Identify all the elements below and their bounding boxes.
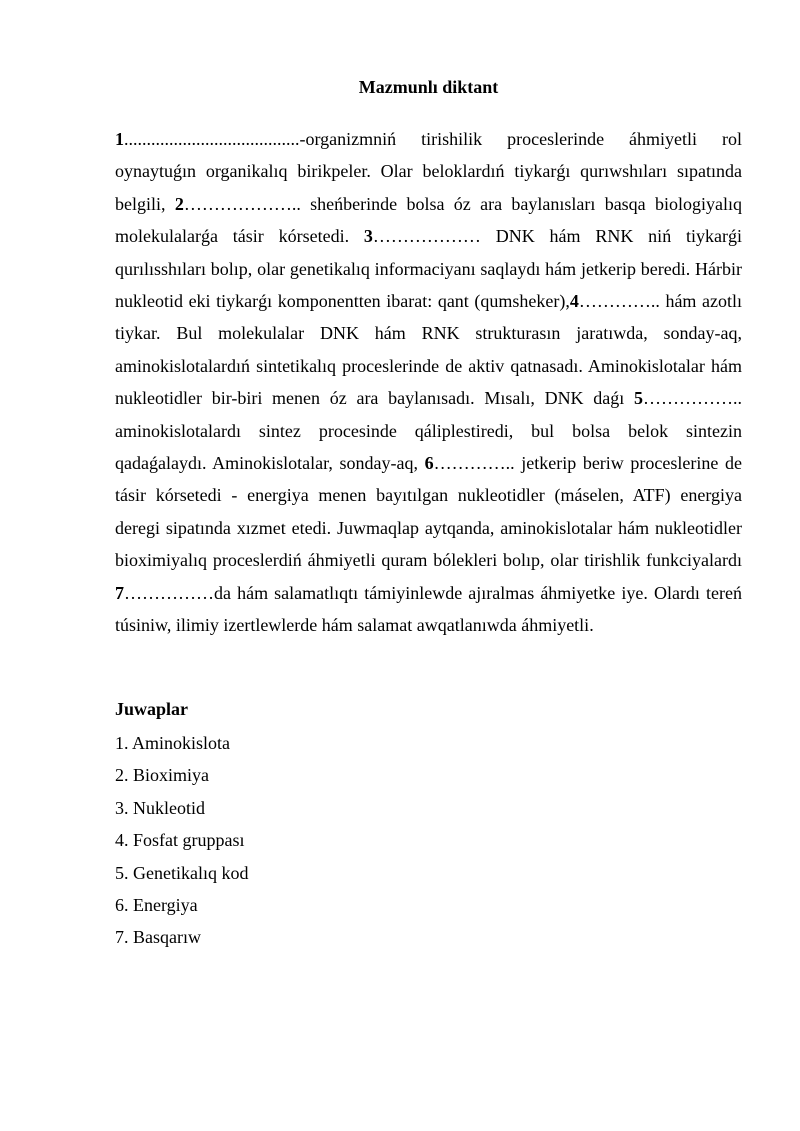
document-title: Mazmunlı diktant xyxy=(358,77,499,97)
answer-item: 2. Bioximiya xyxy=(115,765,209,786)
blank-number: 7 xyxy=(115,582,124,603)
paragraph-segment: ……………….. sheńberinde bolsa óz ara baylanısları basqa biologiyalıq molekulalarǵa tásir kórsetedi. xyxy=(115,193,742,247)
answers-list xyxy=(115,727,248,954)
blank-number: 4 xyxy=(569,291,579,312)
blank-number: 3 xyxy=(363,226,373,247)
paragraph-segment: …………….. aminokislotalardı sintez procesinde qáliplestiredi, bul bolsa belok sintezin qadaǵalaydı. Aminokislotalar, sonday-aq, xyxy=(115,388,742,474)
answer-item: 4. Fosfat gruppası xyxy=(115,830,245,851)
dictation-paragraph xyxy=(115,123,742,642)
paragraph-segment: ………….. hám azotlı tiykar. Bul molekulalar DNK hám RNK strukturasın jaratıwda, sonday-aq, aminokislotalardıń sintetikalıq proceslerinde de aktiv qatnasadı. Aminokislotalar hám nukleotidler bir-biri menen óz ara baylanısadı. Mısalı, DNK daǵı xyxy=(115,291,742,409)
answer-item: 5. Genetikalıq kod xyxy=(115,862,249,883)
blank-number: 5 xyxy=(634,388,643,409)
answer-item: 7. Basqarıw xyxy=(115,927,201,948)
answer-item: 1. Aminokislota xyxy=(115,733,231,753)
paragraph-segment: ……………da hám salamatlıqtı támiyinlewde ajıralmas áhmiyetke iye. Olardı tereń túsiniw, ilimiy izertlewlerde hám salamat awqatlanıwda áhmiyetli. xyxy=(115,582,742,636)
answers-heading: Juwaplar xyxy=(115,699,189,719)
paragraph-segment: ……………… DNK hám RNK niń tiykarǵi qurılısshıları bolıp, olar genetikalıq informaciyanı saqlaydı hám jetkerip beredi. Hárbir nukleotid eki tiykarǵı komponentten ibarat: qant (qumsheker), xyxy=(115,226,742,312)
blank-number: 1 xyxy=(115,129,124,149)
answer-item: 3. Nukleotid xyxy=(115,797,205,818)
answer-item: 6. Energiya xyxy=(115,895,198,916)
paragraph-segment: ………….. jetkerip beriw proceslerine de tásir kórsetedi - energiya menen bayıtılgan nukleotidler (máselen, ATF) energiya deregi sipatında xızmet etedi. Juwmaqlap aytqanda, aminokislotalar hám nukleotidler bioximiyalıq proceslerdiń áhmiyetli quram bólekleri bolıp, olar tirishlik funkciyalardı xyxy=(115,453,742,571)
blank-number: 2 xyxy=(174,193,184,214)
blank-number: 6 xyxy=(424,453,434,474)
paragraph-segment: .......................................-organizmniń tirishilik proceslerinde áhmiyetli rol oynaytuǵın organikalıq birikpeler. Olar beloklardıń tiykarǵı qurıwshıları sıpatında belgili, xyxy=(115,129,742,214)
